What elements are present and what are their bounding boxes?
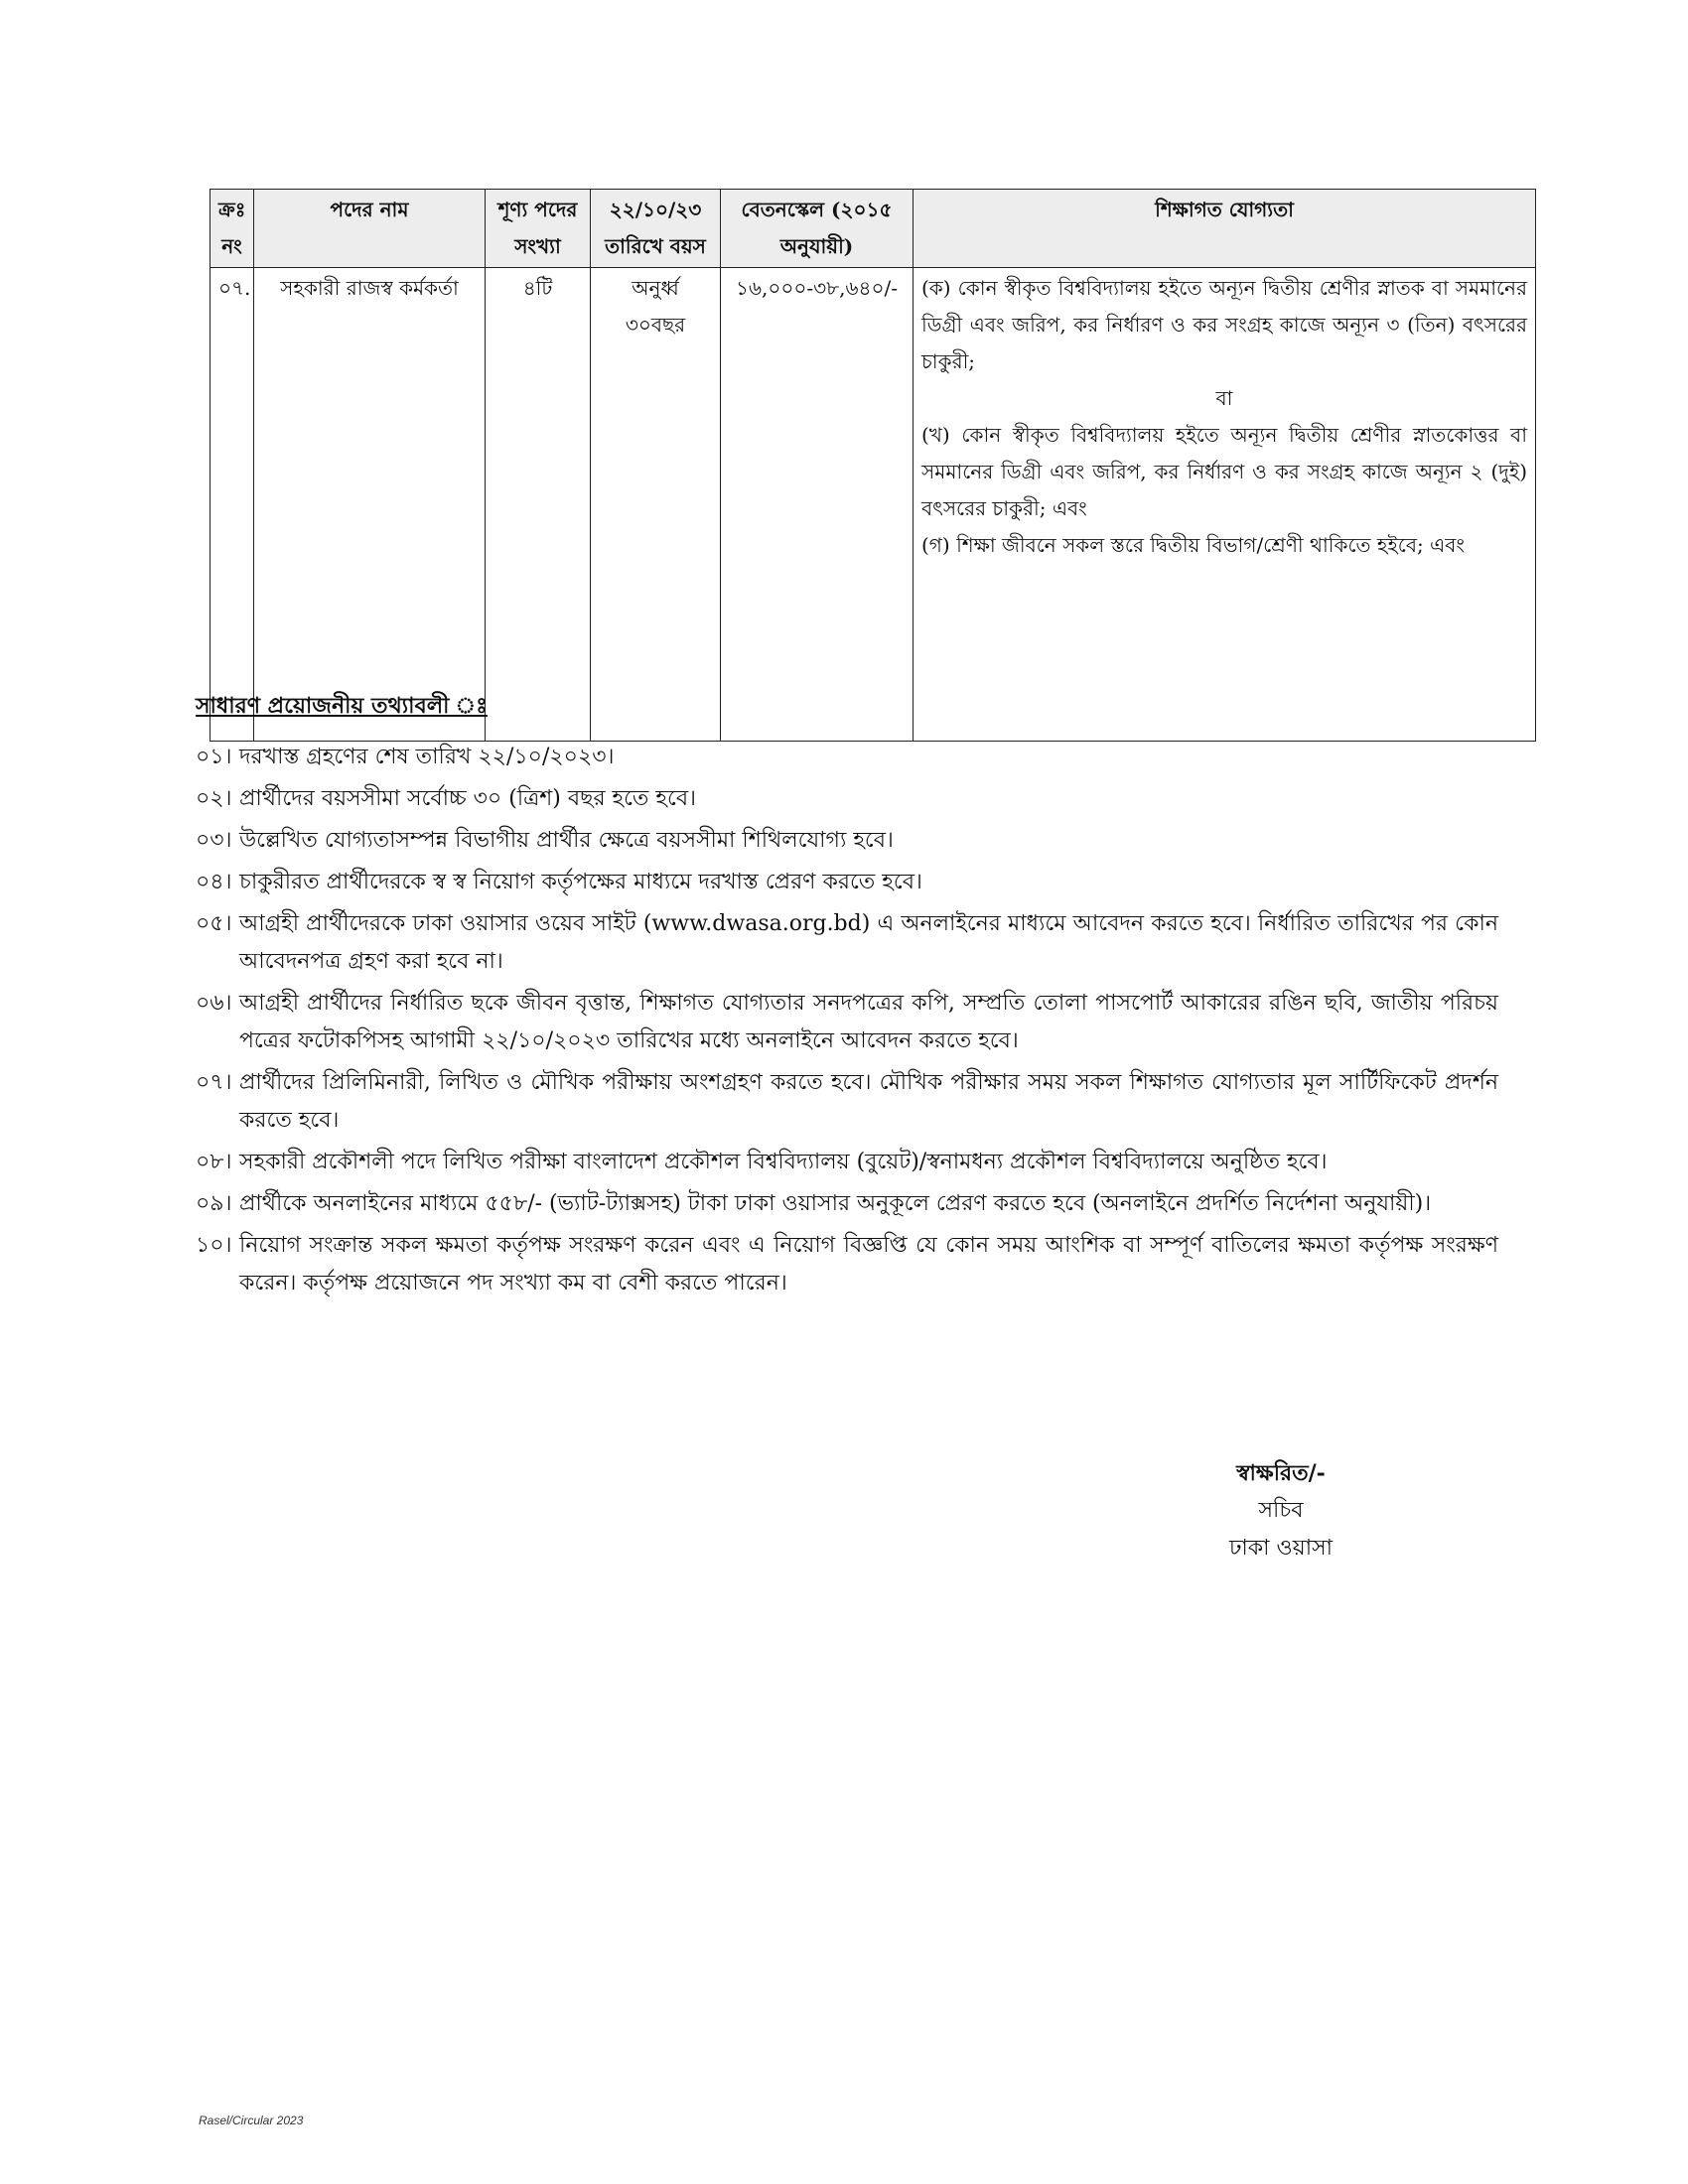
item-number: ০৬।	[196, 991, 232, 1016]
item-text: চাকুরীরত প্রার্থীদেরকে স্ব স্ব নিয়োগ কর্তৃপক্ষের মাধ্যমে দরখাস্ত প্রেরণ করতে হবে।	[239, 870, 922, 894]
header-post-name: পদের নাম	[254, 190, 486, 268]
item-text: উল্লেখিত যোগ্যতাসম্পন্ন বিভাগীয় প্রার্থীর ক্ষেত্রে বয়সসীমা শিথিলযোগ্য হবে।	[239, 828, 894, 853]
list-item	[196, 985, 1498, 1060]
item-number: ০৮।	[196, 1150, 232, 1174]
list-item	[196, 739, 1498, 776]
list-item	[196, 1227, 1498, 1302]
list-item	[196, 1144, 1498, 1181]
item-text: সহকারী প্রকৌশলী পদে লিখিত পরীক্ষা বাংলাদেশ প্রকৌশল বিশ্ববিদ্যালয় (বুয়েট)/স্বনামধন্য প্রকৌশল বিশ্ববিদ্যালয়ে অনুষ্ঠিত হবে।	[239, 1150, 1328, 1174]
header-pay-scale: বেতনস্কেল (২০১৫ অনুযায়ী)	[721, 190, 914, 268]
header-vacancy: শূণ্য পদের সংখ্যা	[486, 190, 591, 268]
table-row	[211, 268, 1536, 742]
item-text: প্রার্থীদের বয়সসীমা সর্বোচ্চ ৩০ (ত্রিশ) বছর হতে হবে।	[239, 786, 696, 811]
item-text: দরখাস্ত গ্রহণের শেষ তারিখ ২২/১০/২০২৩।	[239, 745, 615, 769]
qualification-b: (খ) কোন স্বীকৃত বিশ্ববিদ্যালয় হইতে অন্যূন দ্বিতীয় শ্রেণীর স্নাতকোত্তর বা সমমানের ডিগ্রী এবং জরিপ, কর নির্ধারণ ও কর সংগ্রহ কাজে অন্যূন ২ (দুই) বৎসরের চাকুরী; এবং	[921, 423, 1527, 520]
item-number: ০৭।	[196, 1070, 232, 1095]
item-text: প্রার্থীদের প্রিলিমিনারী, লিখিত ও মৌখিক পরীক্ষায় অংশগ্রহণ করতে হবে। মৌখিক পরীক্ষার সময় সকল শিক্ষাগত যোগ্যতার মূল সার্টিফিকেট প্রদর্শন করতে হবে।	[239, 1070, 1498, 1133]
item-number: ০৫।	[196, 911, 232, 936]
item-text: আগ্রহী প্রার্থীদেরকে ঢাকা ওয়াসার ওয়েব সাইট (www.dwasa.org.bd) এ অনলাইনের মাধ্যমে আবেদন করতে হবে। নির্ধারিত তারিখের পর কোন আবেদনপত্র গ্রহণ করা হবে না।	[239, 911, 1498, 974]
list-item	[196, 780, 1498, 818]
cell-serial: ০৭.	[211, 268, 254, 742]
cell-age: অনুর্ধ্ব ৩০বছর	[591, 268, 721, 742]
cell-post-name: সহকারী রাজস্ব কর্মকর্তা	[254, 268, 486, 742]
footer-note: Rasel/Circular 2023	[199, 2114, 304, 2127]
item-number: ০১।	[196, 745, 232, 769]
signatory-designation: সচিব	[1258, 1498, 1304, 1523]
item-number: ০২।	[196, 786, 232, 811]
qualification-or: বা	[1215, 386, 1233, 410]
table-header-row	[211, 190, 1536, 268]
general-info-title: সাধারণ প্রয়োজনীয় তথ্যাবলী ঃ	[196, 693, 488, 719]
header-age: ২২/১০/২৩ তারিখে বয়স	[591, 190, 721, 268]
item-text: প্রার্থীকে অনলাইনের মাধ্যমে ৫৫৮/- (ভ্যাট-ট্যাক্সসহ) টাকা ঢাকা ওয়াসার অনুকূলে প্রেরণ করতে হবে (অনলাইনে প্রদর্শিত নির্দেশনা অনুযায়ী)।	[239, 1191, 1432, 1216]
header-serial: ক্রঃ নং	[211, 190, 254, 268]
list-item	[196, 1064, 1498, 1140]
item-text: আগ্রহী প্রার্থীদের নির্ধারিত ছকে জীবন বৃত্তান্ত, শিক্ষাগত যোগ্যতার সনদপত্রের কপি, সম্প্রতি তোলা পাসপোর্ট আকারের রঙিন ছবি, জাতীয় পরিচয় পত্রের ফটোকপিসহ আগামী ২২/১০/২০২৩ তারিখের মধ্যে অনলাইনে আবেদন করতে হবে।	[239, 991, 1498, 1053]
item-number: ০৯।	[196, 1191, 232, 1216]
item-number: ০৩।	[196, 828, 232, 853]
cell-vacancy: ৪টি	[486, 268, 591, 742]
info-list	[196, 739, 1498, 1302]
item-number: ০৪।	[196, 870, 232, 894]
header-qualification: শিক্ষাগত যোগ্যতা	[914, 190, 1536, 268]
signature-block	[1182, 1454, 1380, 1568]
signed-label: স্বাক্ষরিত/-	[1236, 1460, 1326, 1486]
qualification-c: (গ) শিক্ষা জীবনে সকল স্তরে দ্বিতীয় বিভাগ/শ্রেণী থাকিতে হইবে; এবং	[921, 533, 1466, 557]
signatory-organization: ঢাকা ওয়াসা	[1228, 1536, 1334, 1561]
general-info-section	[196, 689, 1498, 1306]
cell-pay-scale: ১৬,০০০-৩৮,৬৪০/-	[721, 268, 914, 742]
cell-qualification	[914, 268, 1536, 742]
vacancy-table	[210, 189, 1536, 742]
list-item	[196, 905, 1498, 981]
item-number: ১০।	[196, 1233, 232, 1258]
list-item	[196, 822, 1498, 860]
item-text: নিয়োগ সংক্রান্ত সকল ক্ষমতা কর্তৃপক্ষ সংরক্ষণ করেন এবং এ নিয়োগ বিজ্ঞপ্তি যে কোন সময় আংশিক বা সম্পূর্ণ বাতিলের ক্ষমতা কর্তৃপক্ষ সংরক্ষণ করেন। কর্তৃপক্ষ প্রয়োজনে পদ সংখ্যা কম বা বেশী করতে পারেন।	[239, 1233, 1498, 1296]
list-item	[196, 1185, 1498, 1223]
qualification-a: (ক) কোন স্বীকৃত বিশ্ববিদ্যালয় হইতে অন্যূন দ্বিতীয় শ্রেণীর স্নাতক বা সমমানের ডিগ্রী এবং জরিপ, কর নির্ধারণ ও কর সংগ্রহ কাজে অন্যূন ৩ (তিন) বৎসরের চাকুরী;	[921, 276, 1527, 373]
list-item	[196, 864, 1498, 901]
